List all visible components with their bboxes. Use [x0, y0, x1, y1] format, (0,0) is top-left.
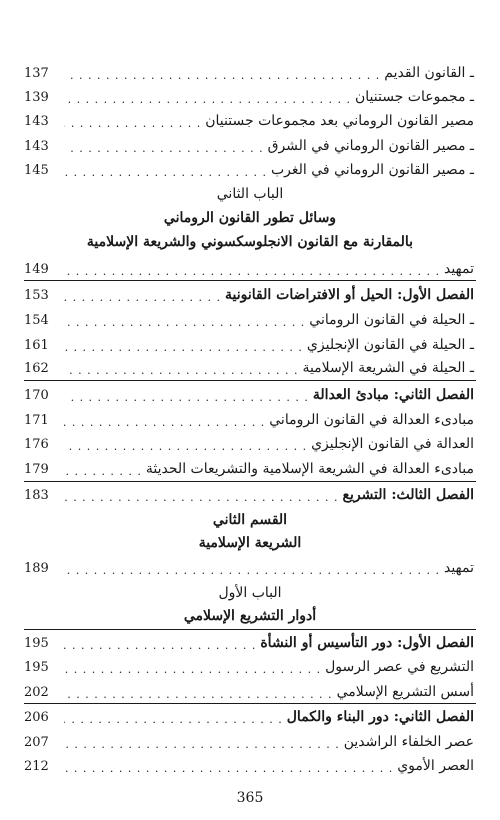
section-title: الشريعة الإسلامية [198, 535, 302, 551]
toc-entry-title: ـ الحيلة في القانون الروماني [309, 312, 474, 328]
toc-entry-title: عصر الخلفاء الراشدين [343, 734, 474, 750]
toc-entry [24, 557, 474, 579]
dot-leader [64, 557, 440, 579]
toc-entry-title: العصر الأموي [397, 758, 474, 774]
toc-page-number: 143 [24, 138, 49, 154]
dot-leader [64, 110, 201, 132]
dot-leader [64, 334, 303, 356]
page-number: 365 [236, 790, 264, 806]
toc-chapter-entry [24, 632, 474, 654]
toc-page-number: 195 [24, 659, 49, 675]
toc-chapter-title: الفصل الثاني: دور البناء والكمال [286, 709, 474, 725]
dot-leader [64, 62, 380, 84]
toc-entry-title: العدالة في القانون الإنجليزي [311, 436, 474, 452]
toc-chapter-entry [24, 484, 474, 506]
toc-entry [24, 110, 474, 132]
part-subtitle: بالمقارنة مع القانون الانجلوسكسوني والشريعة الإسلامية [86, 234, 414, 250]
toc-page-number: 176 [24, 436, 49, 452]
toc-page-number: 137 [24, 65, 49, 81]
toc-entry [24, 159, 474, 181]
toc-page-number: 154 [24, 312, 49, 328]
toc-entry [24, 309, 474, 331]
toc-chapter-title: الفصل الثاني: مبادئ العدالة [312, 387, 474, 403]
divider-line [24, 703, 476, 704]
toc-page-number: 202 [24, 684, 49, 700]
toc-page-number: 161 [24, 337, 49, 353]
toc-entry [24, 409, 474, 431]
dot-leader [64, 258, 440, 280]
toc-entry [24, 135, 474, 157]
toc-page-number: 139 [24, 89, 49, 105]
toc-page-number: 162 [24, 360, 49, 376]
toc-page-number: 149 [24, 261, 49, 277]
dot-leader [64, 384, 309, 406]
dot-leader [64, 309, 305, 331]
toc-entry-title: مصير القانون الروماني بعد مجموعات جستنيان [205, 113, 474, 129]
toc-entry [24, 334, 474, 356]
toc-page-number: 183 [24, 487, 49, 503]
toc-entry [24, 86, 474, 108]
dot-leader [64, 458, 142, 480]
dot-leader [64, 135, 264, 157]
divider-line [24, 481, 476, 482]
toc-chapter-entry [24, 706, 474, 728]
toc-page-number: 171 [24, 412, 49, 428]
toc-entry [24, 62, 474, 84]
toc-page-number: 195 [24, 635, 49, 651]
toc-entry-title: التشريع في عصر الرسول [325, 659, 474, 675]
dot-leader [64, 433, 307, 455]
toc-entry-title: تمهيد [443, 261, 474, 277]
section-heading: القسم الثاني [212, 512, 288, 528]
dot-leader [64, 731, 340, 753]
toc-entry [24, 731, 474, 753]
toc-page-number: 189 [24, 560, 49, 576]
dot-leader [64, 86, 351, 108]
dot-leader [64, 159, 267, 181]
divider-line [24, 629, 476, 630]
toc-entry [24, 258, 474, 280]
toc-entry-title: مبادىء العدالة في القانون الروماني [269, 412, 474, 428]
part-heading: الباب الأول [218, 585, 282, 601]
dot-leader [64, 656, 321, 678]
toc-chapter-entry [24, 284, 474, 306]
toc-entry-title: أسس التشريع الإسلامي [336, 684, 474, 700]
toc-entry-title: تمهيد [443, 560, 474, 576]
toc-chapter-title: الفصل الأول: دور التأسيس أو النشأة [260, 635, 474, 651]
toc-entry [24, 656, 474, 678]
toc-entry [24, 681, 474, 703]
dot-leader [64, 681, 333, 703]
toc-entry-title: مبادىء العدالة في الشريعة الإسلامية والتشريعات الحديثة [145, 461, 474, 477]
toc-entry [24, 433, 474, 455]
toc-chapter-title: الفصل الأول: الحيل أو الافتراضات القانونية [225, 287, 474, 303]
toc-entry-title: ـ الحيلة في القانون الإنجليزي [306, 337, 474, 353]
toc-entry [24, 357, 474, 379]
toc-page-number: 143 [24, 113, 49, 129]
toc-entry [24, 458, 474, 480]
dot-leader [64, 357, 298, 379]
toc-page-number: 153 [24, 287, 49, 303]
toc-entry [24, 755, 474, 777]
dot-leader [64, 409, 265, 431]
dot-leader [64, 284, 221, 306]
toc-chapter-entry [24, 384, 474, 406]
toc-entry-title: ـ مجموعات جستنيان [354, 89, 474, 105]
toc-page-number: 206 [24, 709, 49, 725]
toc-page-number: 145 [24, 162, 49, 178]
toc-chapter-title: الفصل الثالث: التشريع [342, 487, 474, 503]
toc-entry-title: ـ مصير القانون الروماني في الغرب [271, 162, 474, 178]
toc-page-number: 170 [24, 387, 49, 403]
toc-entry-title: ـ القانون القديم [384, 65, 474, 81]
dot-leader [64, 755, 393, 777]
toc-page-number: 207 [24, 734, 49, 750]
dot-leader [64, 484, 339, 506]
dot-leader [64, 706, 283, 728]
dot-leader [64, 632, 256, 654]
toc-entry-title: ـ مصير القانون الروماني في الشرق [267, 138, 474, 154]
part-title: وسائل تطور القانون الروماني [163, 210, 337, 226]
divider-line [24, 380, 476, 381]
toc-page-number: 212 [24, 758, 49, 774]
part-heading: الباب الثاني [216, 186, 284, 202]
part-title: أدوار التشريع الإسلامي [183, 608, 317, 624]
divider-line [24, 280, 476, 281]
toc-entry-title: ـ الحيلة في الشريعة الإسلامية [302, 360, 474, 376]
toc-page-number: 179 [24, 461, 49, 477]
